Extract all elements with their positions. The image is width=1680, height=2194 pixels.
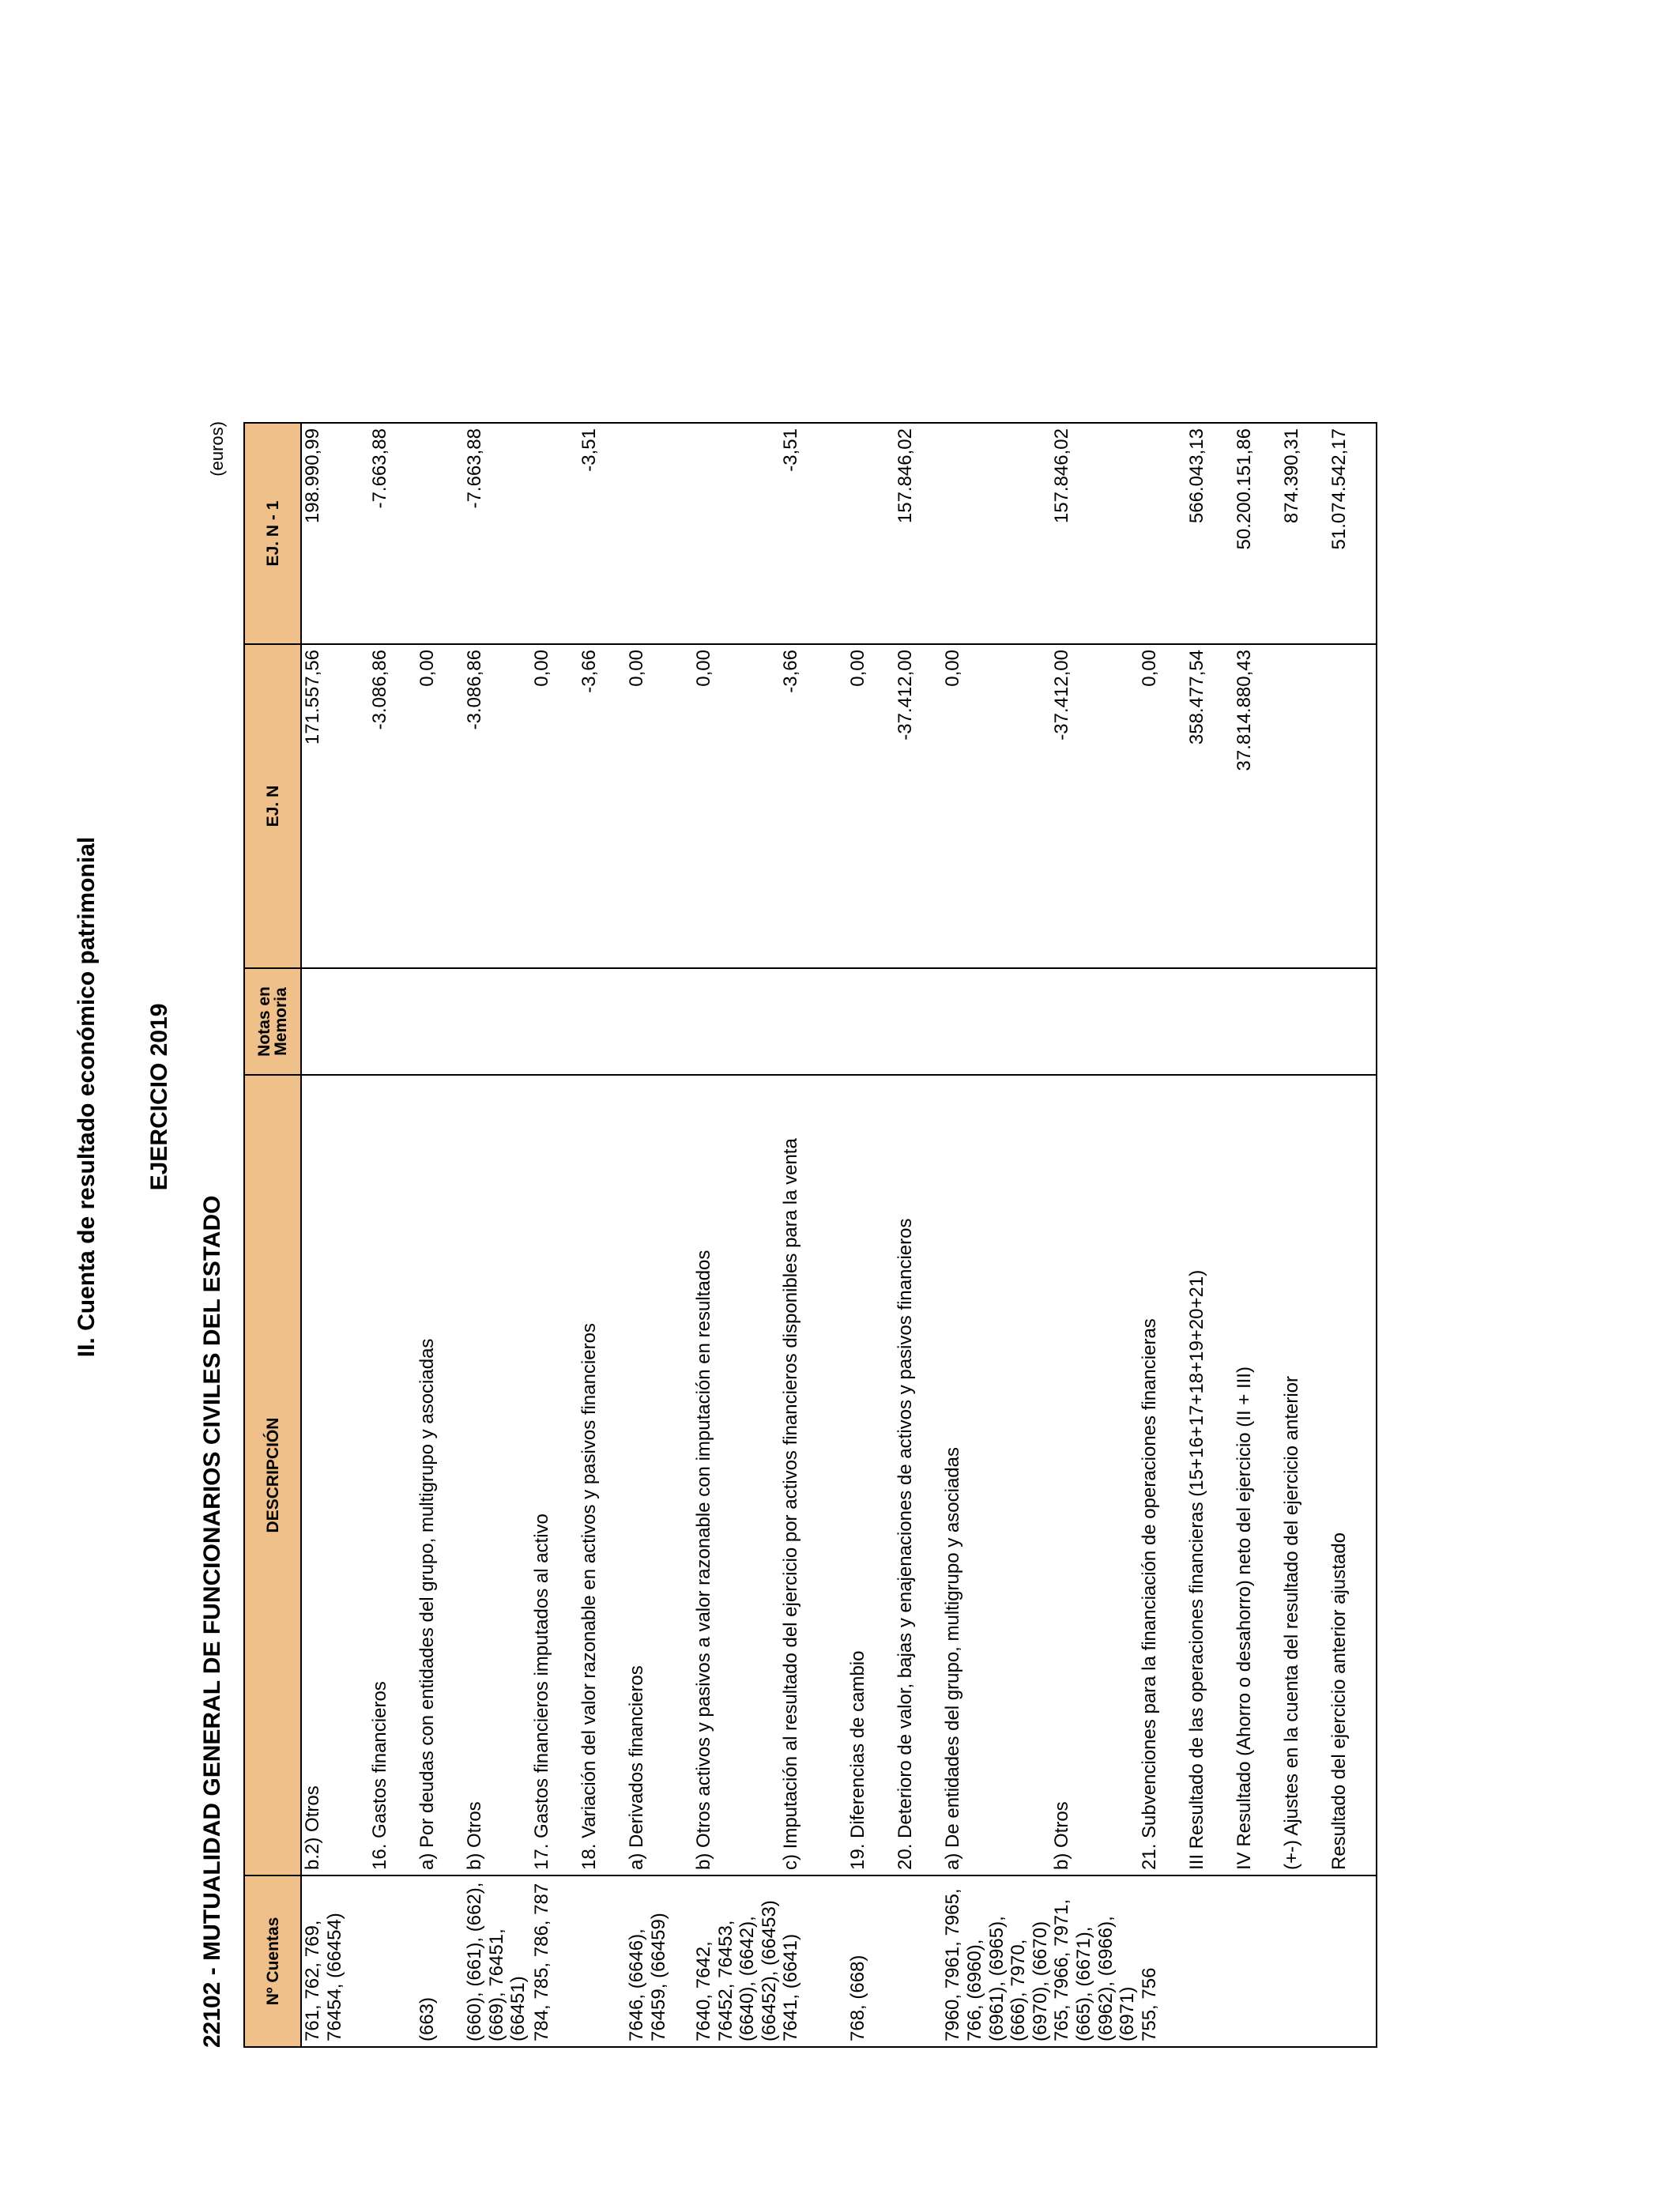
- cell-descripcion: (+-) Ajustes en la cuenta del resultado del ejercicio anterior: [1281, 1075, 1328, 1875]
- cell-ejn: 0,00: [1139, 644, 1186, 968]
- table-row: [369, 423, 416, 2047]
- cell-ejn: -3,66: [578, 644, 626, 968]
- table-body: [301, 423, 1377, 2047]
- cell-ejn1: [416, 423, 464, 644]
- table-row: [847, 423, 895, 2047]
- cell-notas: [1328, 968, 1377, 1075]
- report-title: II. Cuenta de resultado económico patrimonial: [73, 836, 100, 1358]
- header-cuentas: Nº Cuentas: [244, 1875, 301, 2047]
- cell-cuentas: 7640, 7642, 76452, 76453, (6640), (6642), (66452), (66453): [693, 1875, 780, 2047]
- cell-cuentas: 7960, 7961, 7965, 766, (6960), (6961), (6965), (666), 7970, (6970), (6670): [942, 1875, 1051, 2047]
- cell-notas: [578, 968, 626, 1075]
- cell-descripcion: 16. Gastos financieros: [369, 1075, 416, 1875]
- cell-descripcion: a) Derivados financieros: [626, 1075, 693, 1875]
- cell-notas: [464, 968, 531, 1075]
- cell-cuentas: 7646, (6646), 76459, (66459): [626, 1875, 693, 2047]
- cell-notas: [626, 968, 693, 1075]
- table-row: [1186, 423, 1234, 2047]
- cell-descripcion: a) Por deudas con entidades del grupo, multigrupo y asociadas: [416, 1075, 464, 1875]
- cell-ejn: 37.814.880,43: [1234, 644, 1281, 968]
- cell-ejn: 0,00: [626, 644, 693, 968]
- cell-ejn: -3.086,86: [369, 644, 416, 968]
- cell-cuentas: [369, 1875, 416, 2047]
- cell-cuentas: 755, 756: [1139, 1875, 1186, 2047]
- cell-ejn: -3.086,86: [464, 644, 531, 968]
- cell-notas: [531, 968, 578, 1075]
- cell-descripcion: 19. Diferencias de cambio: [847, 1075, 895, 1875]
- cell-descripcion: 21. Subvenciones para la financiación de operaciones financieras: [1139, 1075, 1186, 1875]
- table-row: [1139, 423, 1186, 2047]
- cell-descripcion: c) Imputación al resultado del ejercicio por activos financieros disponibles para la venta: [780, 1075, 847, 1875]
- table-row: [531, 423, 578, 2047]
- cell-notas: [693, 968, 780, 1075]
- cell-ejn1: 50.200.151,86: [1234, 423, 1281, 644]
- cell-ejn1: 157.846,02: [1051, 423, 1138, 644]
- table-header-row: [244, 423, 301, 2047]
- cell-cuentas: 784, 785, 786, 787: [531, 1875, 578, 2047]
- cell-ejn1: 198.990,99: [301, 423, 369, 644]
- header-ejn1: EJ. N - 1: [244, 423, 301, 644]
- cell-ejn: 0,00: [531, 644, 578, 968]
- cell-notas: [301, 968, 369, 1075]
- cell-ejn: [1281, 644, 1328, 968]
- cell-ejn: -37.412,00: [895, 644, 942, 968]
- cell-ejn: 0,00: [693, 644, 780, 968]
- cell-ejn: 0,00: [847, 644, 895, 968]
- cell-ejn1: -3,51: [780, 423, 847, 644]
- cell-ejn1: -7.663,88: [464, 423, 531, 644]
- cell-notas: [780, 968, 847, 1075]
- report-subtitle: EJERCICIO 2019: [146, 1003, 172, 1191]
- cell-notas: [1281, 968, 1328, 1075]
- table-row: [626, 423, 693, 2047]
- cell-ejn: 171.557,56: [301, 644, 369, 968]
- cell-ejn1: [531, 423, 578, 644]
- cell-descripcion: 20. Deterioro de valor, bajas y enajenaciones de activos y pasivos financieros: [895, 1075, 942, 1875]
- table-row: [578, 423, 626, 2047]
- table-row: [1281, 423, 1328, 2047]
- cell-descripcion: b) Otros: [1051, 1075, 1138, 1875]
- cell-descripcion: Resultado del ejercicio anterior ajustado: [1328, 1075, 1377, 1875]
- table-row: [301, 423, 369, 2047]
- cell-descripcion: b) Otros activos y pasivos a valor razonable con imputación en resultados: [693, 1075, 780, 1875]
- cell-ejn1: [1139, 423, 1186, 644]
- cell-descripcion: 18. Variación del valor razonable en activos y pasivos financieros: [578, 1075, 626, 1875]
- cell-cuentas: [578, 1875, 626, 2047]
- cell-descripcion: IV Resultado (Ahorro o desahorro) neto del ejercicio (II + III): [1234, 1075, 1281, 1875]
- cell-notas: [1234, 968, 1281, 1075]
- cell-ejn: 0,00: [942, 644, 1051, 968]
- table-row: [942, 423, 1051, 2047]
- cell-cuentas: 761, 762, 769, 76454, (66454): [301, 1875, 369, 2047]
- cell-ejn1: [693, 423, 780, 644]
- cell-cuentas: [895, 1875, 942, 2047]
- cell-ejn: 358.477,54: [1186, 644, 1234, 968]
- header-ejn: EJ. N: [244, 644, 301, 968]
- table-row: [1328, 423, 1377, 2047]
- cell-descripcion: b) Otros: [464, 1075, 531, 1875]
- cell-ejn1: 566.043,13: [1186, 423, 1234, 644]
- header-descripcion: DESCRIPCIÓN: [244, 1075, 301, 1875]
- cell-notas: [416, 968, 464, 1075]
- table-row: [895, 423, 942, 2047]
- cell-notas: [369, 968, 416, 1075]
- cell-cuentas: [1234, 1875, 1281, 2047]
- cell-ejn1: 51.074.542,17: [1328, 423, 1377, 644]
- cell-descripcion: b.2) Otros: [301, 1075, 369, 1875]
- cell-notas: [1051, 968, 1138, 1075]
- cell-notas: [942, 968, 1051, 1075]
- cell-cuentas: [1186, 1875, 1234, 2047]
- table-row: [693, 423, 780, 2047]
- units-label: (euros): [207, 421, 227, 477]
- cell-ejn: -37.412,00: [1051, 644, 1138, 968]
- results-table: [243, 422, 1377, 2048]
- table-row: [1234, 423, 1281, 2047]
- table-row: [780, 423, 847, 2047]
- table-row: [1051, 423, 1138, 2047]
- cell-cuentas: [1328, 1875, 1377, 2047]
- cell-descripcion: 17. Gastos financieros imputados al activo: [531, 1075, 578, 1875]
- cell-cuentas: [1281, 1875, 1328, 2047]
- cell-cuentas: (663): [416, 1875, 464, 2047]
- cell-notas: [895, 968, 942, 1075]
- cell-ejn1: 157.846,02: [895, 423, 942, 644]
- entity-name: 22102 - MUTUALIDAD GENERAL DE FUNCIONARIOS CIVILES DEL ESTADO: [199, 1195, 225, 2048]
- cell-ejn1: [847, 423, 895, 644]
- cell-ejn: -3,66: [780, 644, 847, 968]
- cell-descripcion: a) De entidades del grupo, multigrupo y asociadas: [942, 1075, 1051, 1875]
- cell-cuentas: 768, (668): [847, 1875, 895, 2047]
- cell-notas: [1186, 968, 1234, 1075]
- header-notas: Notas en Memoria: [244, 968, 301, 1075]
- cell-ejn1: [942, 423, 1051, 644]
- table-row: [464, 423, 531, 2047]
- cell-ejn1: [626, 423, 693, 644]
- cell-notas: [1139, 968, 1186, 1075]
- cell-ejn1: -7.663,88: [369, 423, 416, 644]
- cell-cuentas: 7641, (6641): [780, 1875, 847, 2047]
- table-row: [416, 423, 464, 2047]
- cell-cuentas: 765, 7966, 7971, (665), (6671), (6962), (6966), (6971): [1051, 1875, 1138, 2047]
- cell-ejn1: -3,51: [578, 423, 626, 644]
- cell-descripcion: III Resultado de las operaciones financieras (15+16+17+18+19+20+21): [1186, 1075, 1234, 1875]
- cell-ejn: [1328, 644, 1377, 968]
- cell-ejn1: 874.390,31: [1281, 423, 1328, 644]
- cell-ejn: 0,00: [416, 644, 464, 968]
- cell-cuentas: (660), (661), (662), (669), 76451, (66451): [464, 1875, 531, 2047]
- cell-notas: [847, 968, 895, 1075]
